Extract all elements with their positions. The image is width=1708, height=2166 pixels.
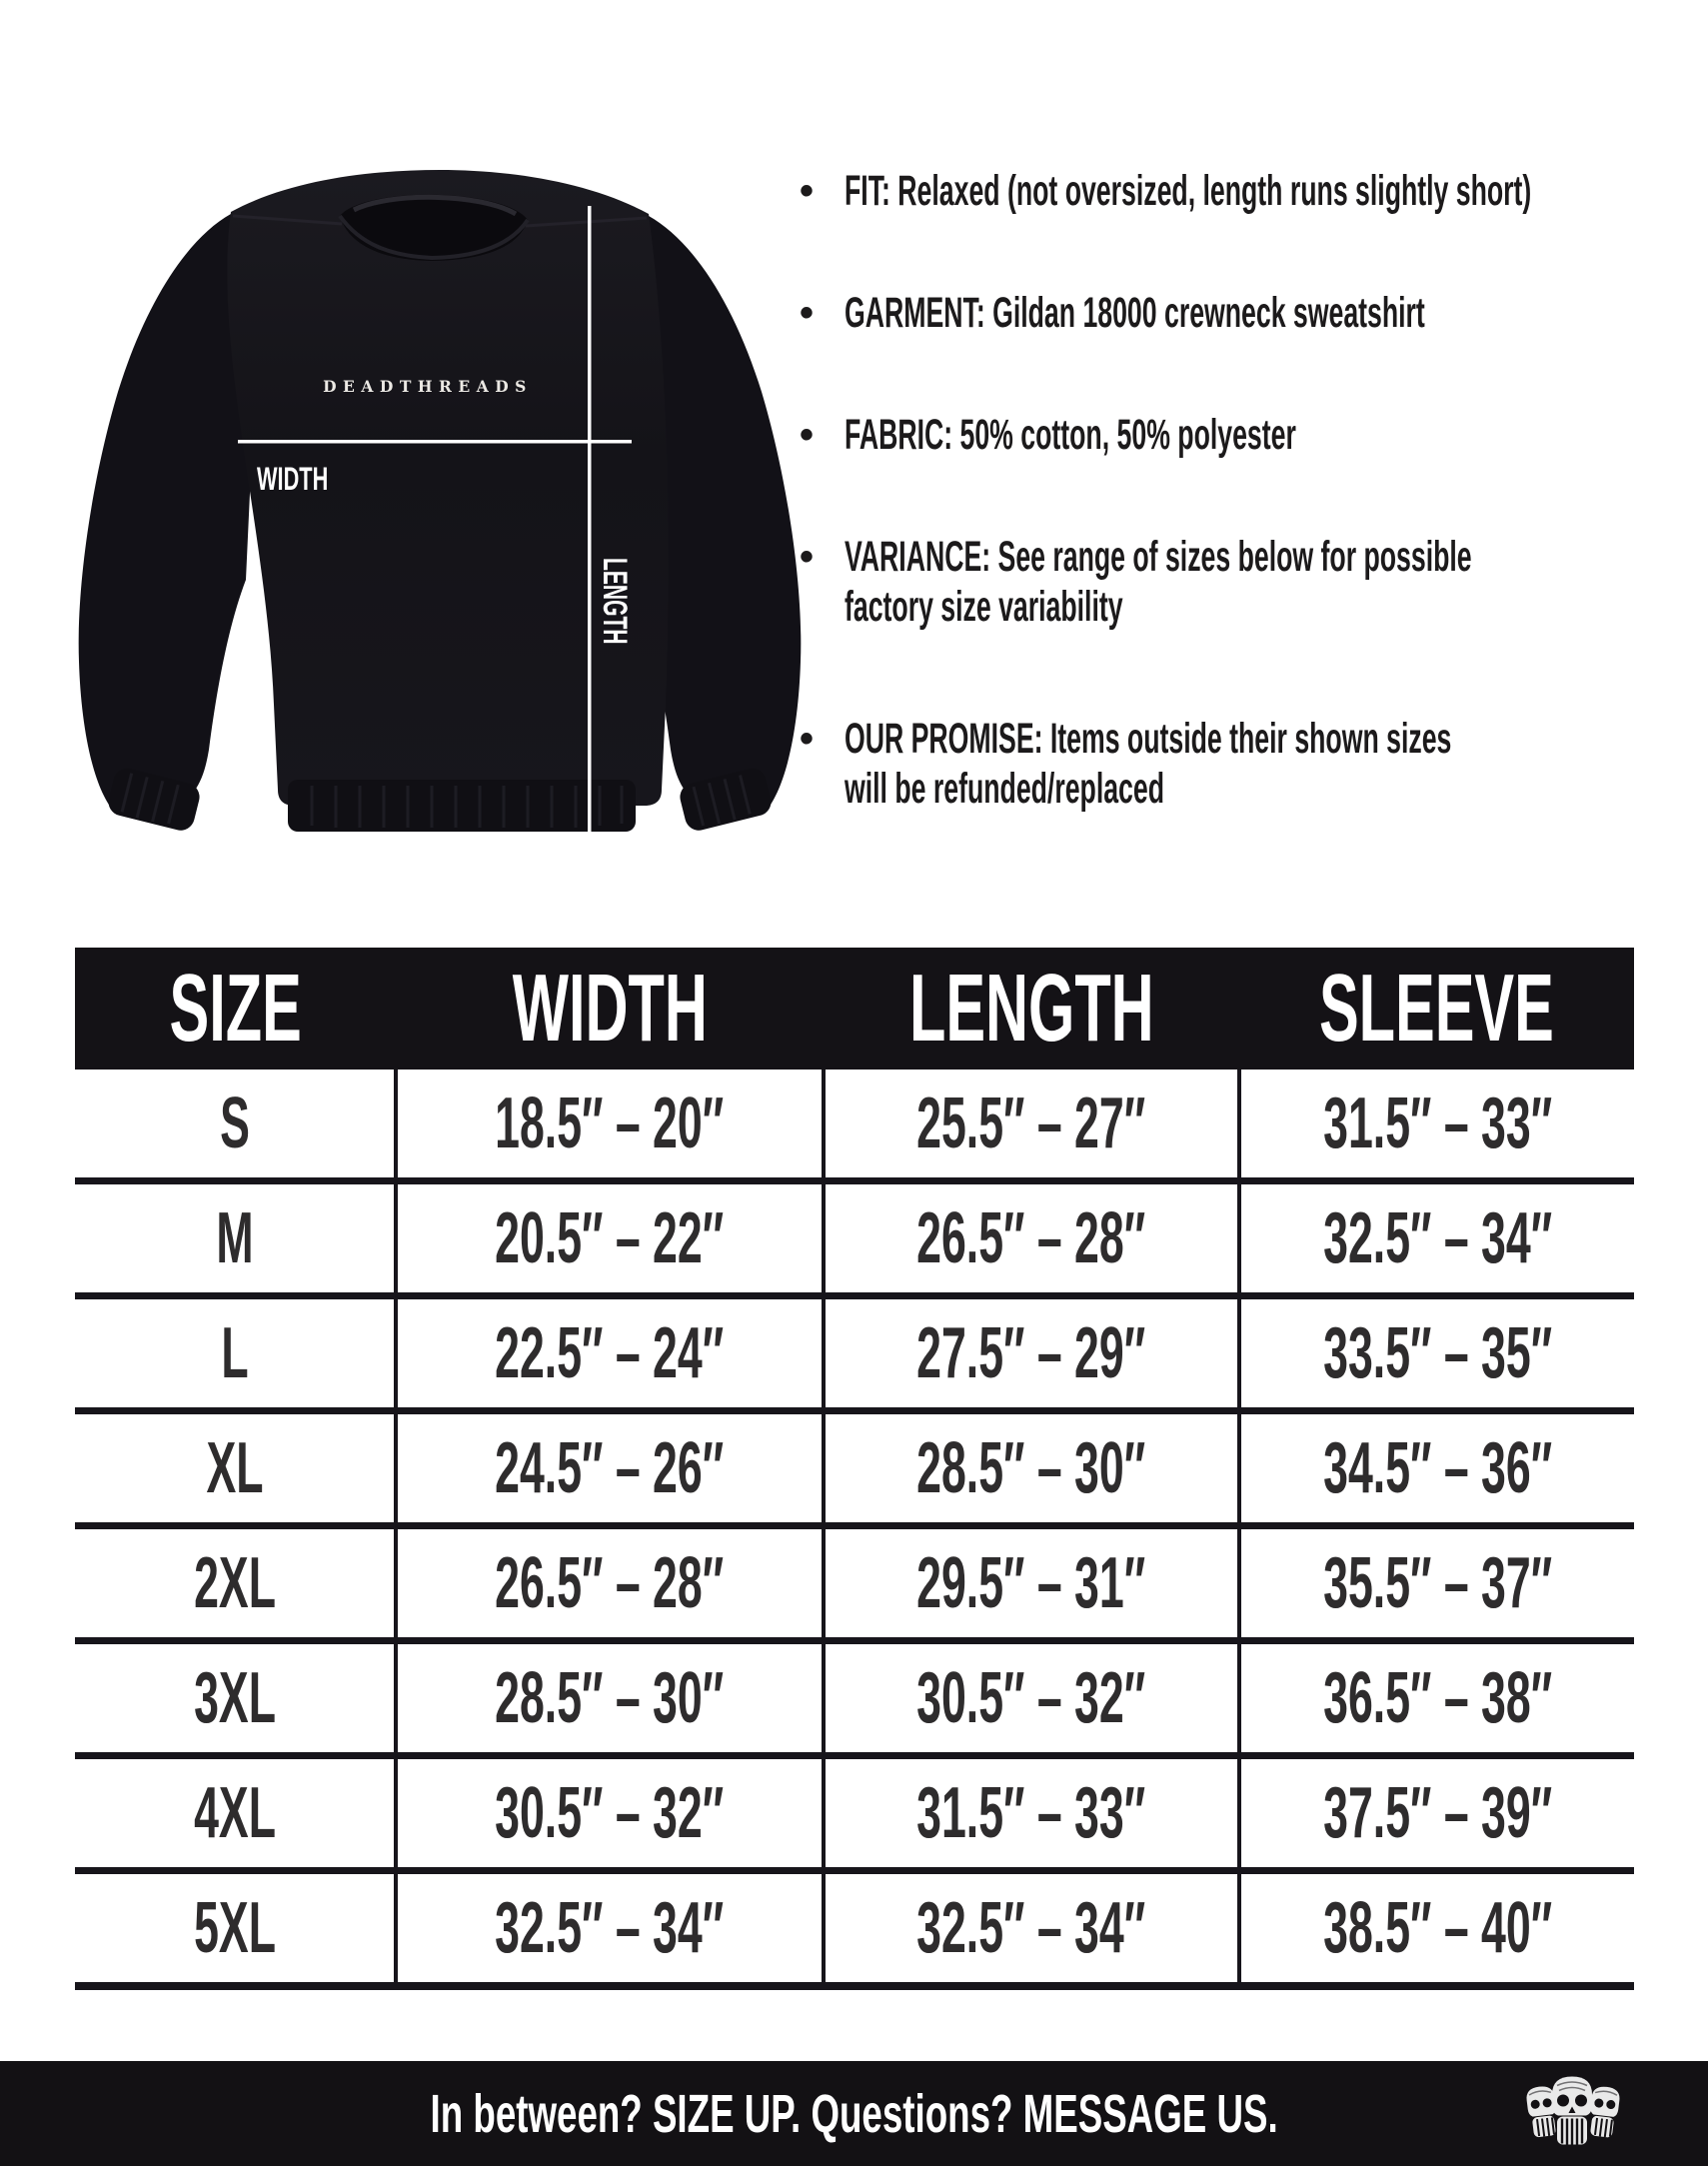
table-row: [75, 1070, 1634, 1181]
table-row: [75, 1411, 1634, 1526]
sleeve-cell: 31.5″ – 33″: [1239, 1070, 1634, 1181]
length-cell: 26.5″ – 28″: [824, 1181, 1240, 1296]
fit-text: FIT: Relaxed (not oversized, length runs slightly short): [845, 167, 1532, 215]
header-sleeve: SLEEVE: [1239, 948, 1634, 1070]
header-length: LENGTH: [824, 948, 1240, 1070]
sleeve-cell: 36.5″ – 38″: [1239, 1641, 1634, 1756]
size-cell: 2XL: [75, 1526, 396, 1641]
footer-message: In between? SIZE UP. Questions? MESSAGE US.: [430, 2083, 1278, 2144]
promise-text-line1: OUR PROMISE: Items outside their shown sizes: [845, 715, 1452, 763]
list-item-fabric: [800, 410, 1659, 460]
table-row: [75, 1756, 1634, 1871]
table-row: [75, 1181, 1634, 1296]
product-details-list: [800, 166, 1659, 814]
sleeve-cell: 35.5″ – 37″: [1239, 1526, 1634, 1641]
variance-text-line2: factory size variability: [845, 583, 1123, 631]
sleeve-cell: 34.5″ – 36″: [1239, 1411, 1634, 1526]
size-cell: M: [75, 1181, 396, 1296]
hem-band: [288, 780, 636, 832]
sleeve-cell: 32.5″ – 34″: [1239, 1181, 1634, 1296]
bullet-icon: •: [800, 717, 815, 761]
list-item-fit: [800, 166, 1659, 216]
width-cell: 18.5″ – 20″: [396, 1070, 823, 1181]
table-row: [75, 1871, 1634, 1987]
list-item-promise: [800, 714, 1659, 814]
length-cell: 31.5″ – 33″: [824, 1756, 1240, 1871]
bullet-icon: •: [800, 535, 815, 579]
width-cell: 32.5″ – 34″: [396, 1871, 823, 1987]
size-table-header: [75, 948, 1634, 1070]
triple-skull-icon: [1524, 2072, 1620, 2155]
length-cell: 30.5″ – 32″: [824, 1641, 1240, 1756]
brand-logo-text: DEADTHREADS: [323, 377, 533, 396]
width-cell: 26.5″ – 28″: [396, 1526, 823, 1641]
sleeve-cell: 37.5″ – 39″: [1239, 1756, 1634, 1871]
size-cell: S: [219, 1083, 250, 1163]
size-cell: 5XL: [75, 1871, 396, 1987]
width-cell: 24.5″ – 26″: [396, 1411, 823, 1526]
sweatshirt-illustration: [60, 140, 820, 860]
size-cell: 4XL: [75, 1756, 396, 1871]
length-cell: 25.5″ – 27″: [824, 1070, 1240, 1181]
size-cell: XL: [75, 1411, 396, 1526]
size-cell: L: [75, 1296, 396, 1411]
table-row: [75, 1526, 1634, 1641]
list-item-variance: [800, 532, 1659, 632]
width-measure-label: WIDTH: [257, 460, 329, 498]
width-cell: 28.5″ – 30″: [396, 1641, 823, 1756]
length-measure-label: LENGTH: [596, 558, 636, 645]
variance-text-line1: VARIANCE: See range of sizes below for possible: [845, 533, 1472, 581]
width-cell: 20.5″ – 22″: [396, 1181, 823, 1296]
garment-text: GARMENT: Gildan 18000 crewneck sweatshirt: [845, 289, 1425, 337]
fabric-text: FABRIC: 50% cotton, 50% polyester: [845, 411, 1296, 459]
promise-text-line2: will be refunded/replaced: [845, 765, 1165, 813]
length-cell: 29.5″ – 31″: [824, 1526, 1240, 1641]
size-table: [75, 948, 1634, 1990]
length-cell: 32.5″ – 34″: [824, 1871, 1240, 1987]
bullet-icon: •: [800, 169, 815, 213]
table-row: [75, 1641, 1634, 1756]
header-width: WIDTH: [396, 948, 823, 1070]
length-cell: 28.5″ – 30″: [824, 1411, 1240, 1526]
sleeve-cell: 38.5″ – 40″: [1239, 1871, 1634, 1987]
width-measure-line: [238, 440, 632, 444]
length-cell: 27.5″ – 29″: [824, 1296, 1240, 1411]
header-size: SIZE: [75, 948, 396, 1070]
size-cell: 3XL: [75, 1641, 396, 1756]
width-cell: 22.5″ – 24″: [396, 1296, 823, 1411]
width-cell: 30.5″ – 32″: [396, 1756, 823, 1871]
sleeve-cell: 33.5″ – 35″: [1239, 1296, 1634, 1411]
length-measure-line: [588, 206, 592, 854]
bullet-icon: •: [800, 291, 815, 335]
table-row: [75, 1296, 1634, 1411]
product-image: [60, 140, 820, 860]
bullet-icon: •: [800, 413, 815, 457]
list-item-garment: [800, 288, 1659, 338]
footer-bar: [0, 2061, 1708, 2166]
